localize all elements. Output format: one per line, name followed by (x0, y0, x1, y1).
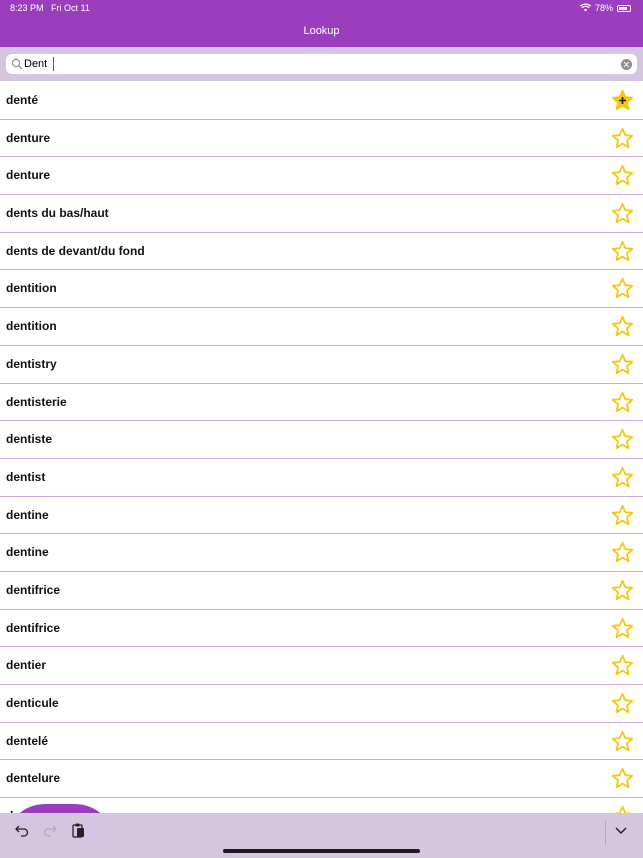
star-icon[interactable] (611, 617, 634, 640)
result-word: dentine (6, 545, 49, 560)
star-icon[interactable] (611, 164, 634, 187)
search-input[interactable] (24, 55, 604, 73)
list-item[interactable] (0, 497, 643, 535)
redo-icon[interactable] (42, 822, 58, 838)
list-item[interactable] (0, 723, 643, 761)
list-item[interactable] (0, 685, 643, 723)
list-item[interactable] (0, 120, 643, 158)
result-word: dentistry (6, 356, 57, 371)
battery-percent: 78% (594, 3, 613, 13)
list-item[interactable] (0, 384, 643, 422)
result-word: dentifrice (6, 620, 61, 635)
battery-icon (617, 5, 631, 12)
list-item[interactable] (0, 308, 643, 346)
result-word: dentiste (6, 432, 53, 447)
result-word: dentisterie (6, 394, 67, 409)
star-icon[interactable] (611, 767, 634, 790)
result-word: denture (6, 168, 51, 183)
undo-icon[interactable] (14, 822, 30, 838)
result-word: dentition (6, 319, 57, 334)
toolbar-divider (605, 821, 606, 845)
search-field[interactable] (6, 54, 637, 74)
nav-header (0, 0, 643, 47)
star-icon[interactable] (611, 730, 634, 753)
star-filled-icon[interactable] (611, 89, 634, 112)
star-icon[interactable] (611, 202, 634, 225)
star-icon[interactable] (611, 692, 634, 715)
star-icon[interactable] (611, 504, 634, 527)
result-word: dentier (6, 658, 47, 673)
list-item[interactable] (0, 233, 643, 271)
star-icon[interactable] (611, 466, 634, 489)
star-icon[interactable] (611, 240, 634, 263)
star-icon[interactable] (611, 391, 634, 414)
wifi-icon (580, 4, 591, 12)
result-word: dentelé (6, 733, 49, 748)
list-item[interactable] (0, 534, 643, 572)
list-item[interactable] (0, 346, 643, 384)
list-item[interactable] (0, 157, 643, 195)
result-word: dentition (6, 281, 57, 296)
star-icon[interactable] (611, 541, 634, 564)
star-icon[interactable] (611, 127, 634, 150)
text-caret (53, 57, 54, 71)
result-word: dentelure (6, 771, 61, 786)
star-icon[interactable] (611, 315, 634, 338)
page-title: Lookup (303, 25, 340, 37)
star-icon[interactable] (611, 654, 634, 677)
home-indicator (223, 849, 420, 853)
star-icon[interactable] (611, 428, 634, 451)
chevron-down-icon[interactable] (613, 822, 629, 838)
star-icon[interactable] (611, 579, 634, 602)
list-item[interactable] (0, 195, 643, 233)
paste-icon[interactable] (70, 822, 86, 838)
list-item[interactable] (0, 760, 643, 798)
results-list[interactable] (0, 82, 643, 813)
result-word: denté (6, 93, 39, 107)
clear-icon[interactable] (621, 59, 632, 70)
result-word: dentine (6, 507, 49, 522)
list-item[interactable] (0, 459, 643, 497)
list-item[interactable] (0, 647, 643, 685)
star-icon[interactable] (611, 353, 634, 376)
result-word: denture (6, 130, 51, 145)
result-word: dents de devant/du fond (6, 243, 145, 258)
list-item[interactable] (0, 572, 643, 610)
star-icon[interactable] (611, 277, 634, 300)
result-word: denticule (6, 696, 59, 710)
search-icon (11, 58, 23, 70)
status-indicators (580, 3, 631, 13)
list-item[interactable] (0, 270, 643, 308)
list-item[interactable] (0, 610, 643, 648)
result-word: dentifrice (6, 582, 61, 597)
search-bar (0, 47, 643, 81)
result-word: dents du bas/haut (6, 206, 109, 221)
list-item[interactable] (0, 82, 643, 120)
list-item[interactable] (0, 421, 643, 459)
status-time: 8:23 PM Fri Oct 11 (10, 3, 90, 13)
result-word: dentist (6, 469, 46, 484)
